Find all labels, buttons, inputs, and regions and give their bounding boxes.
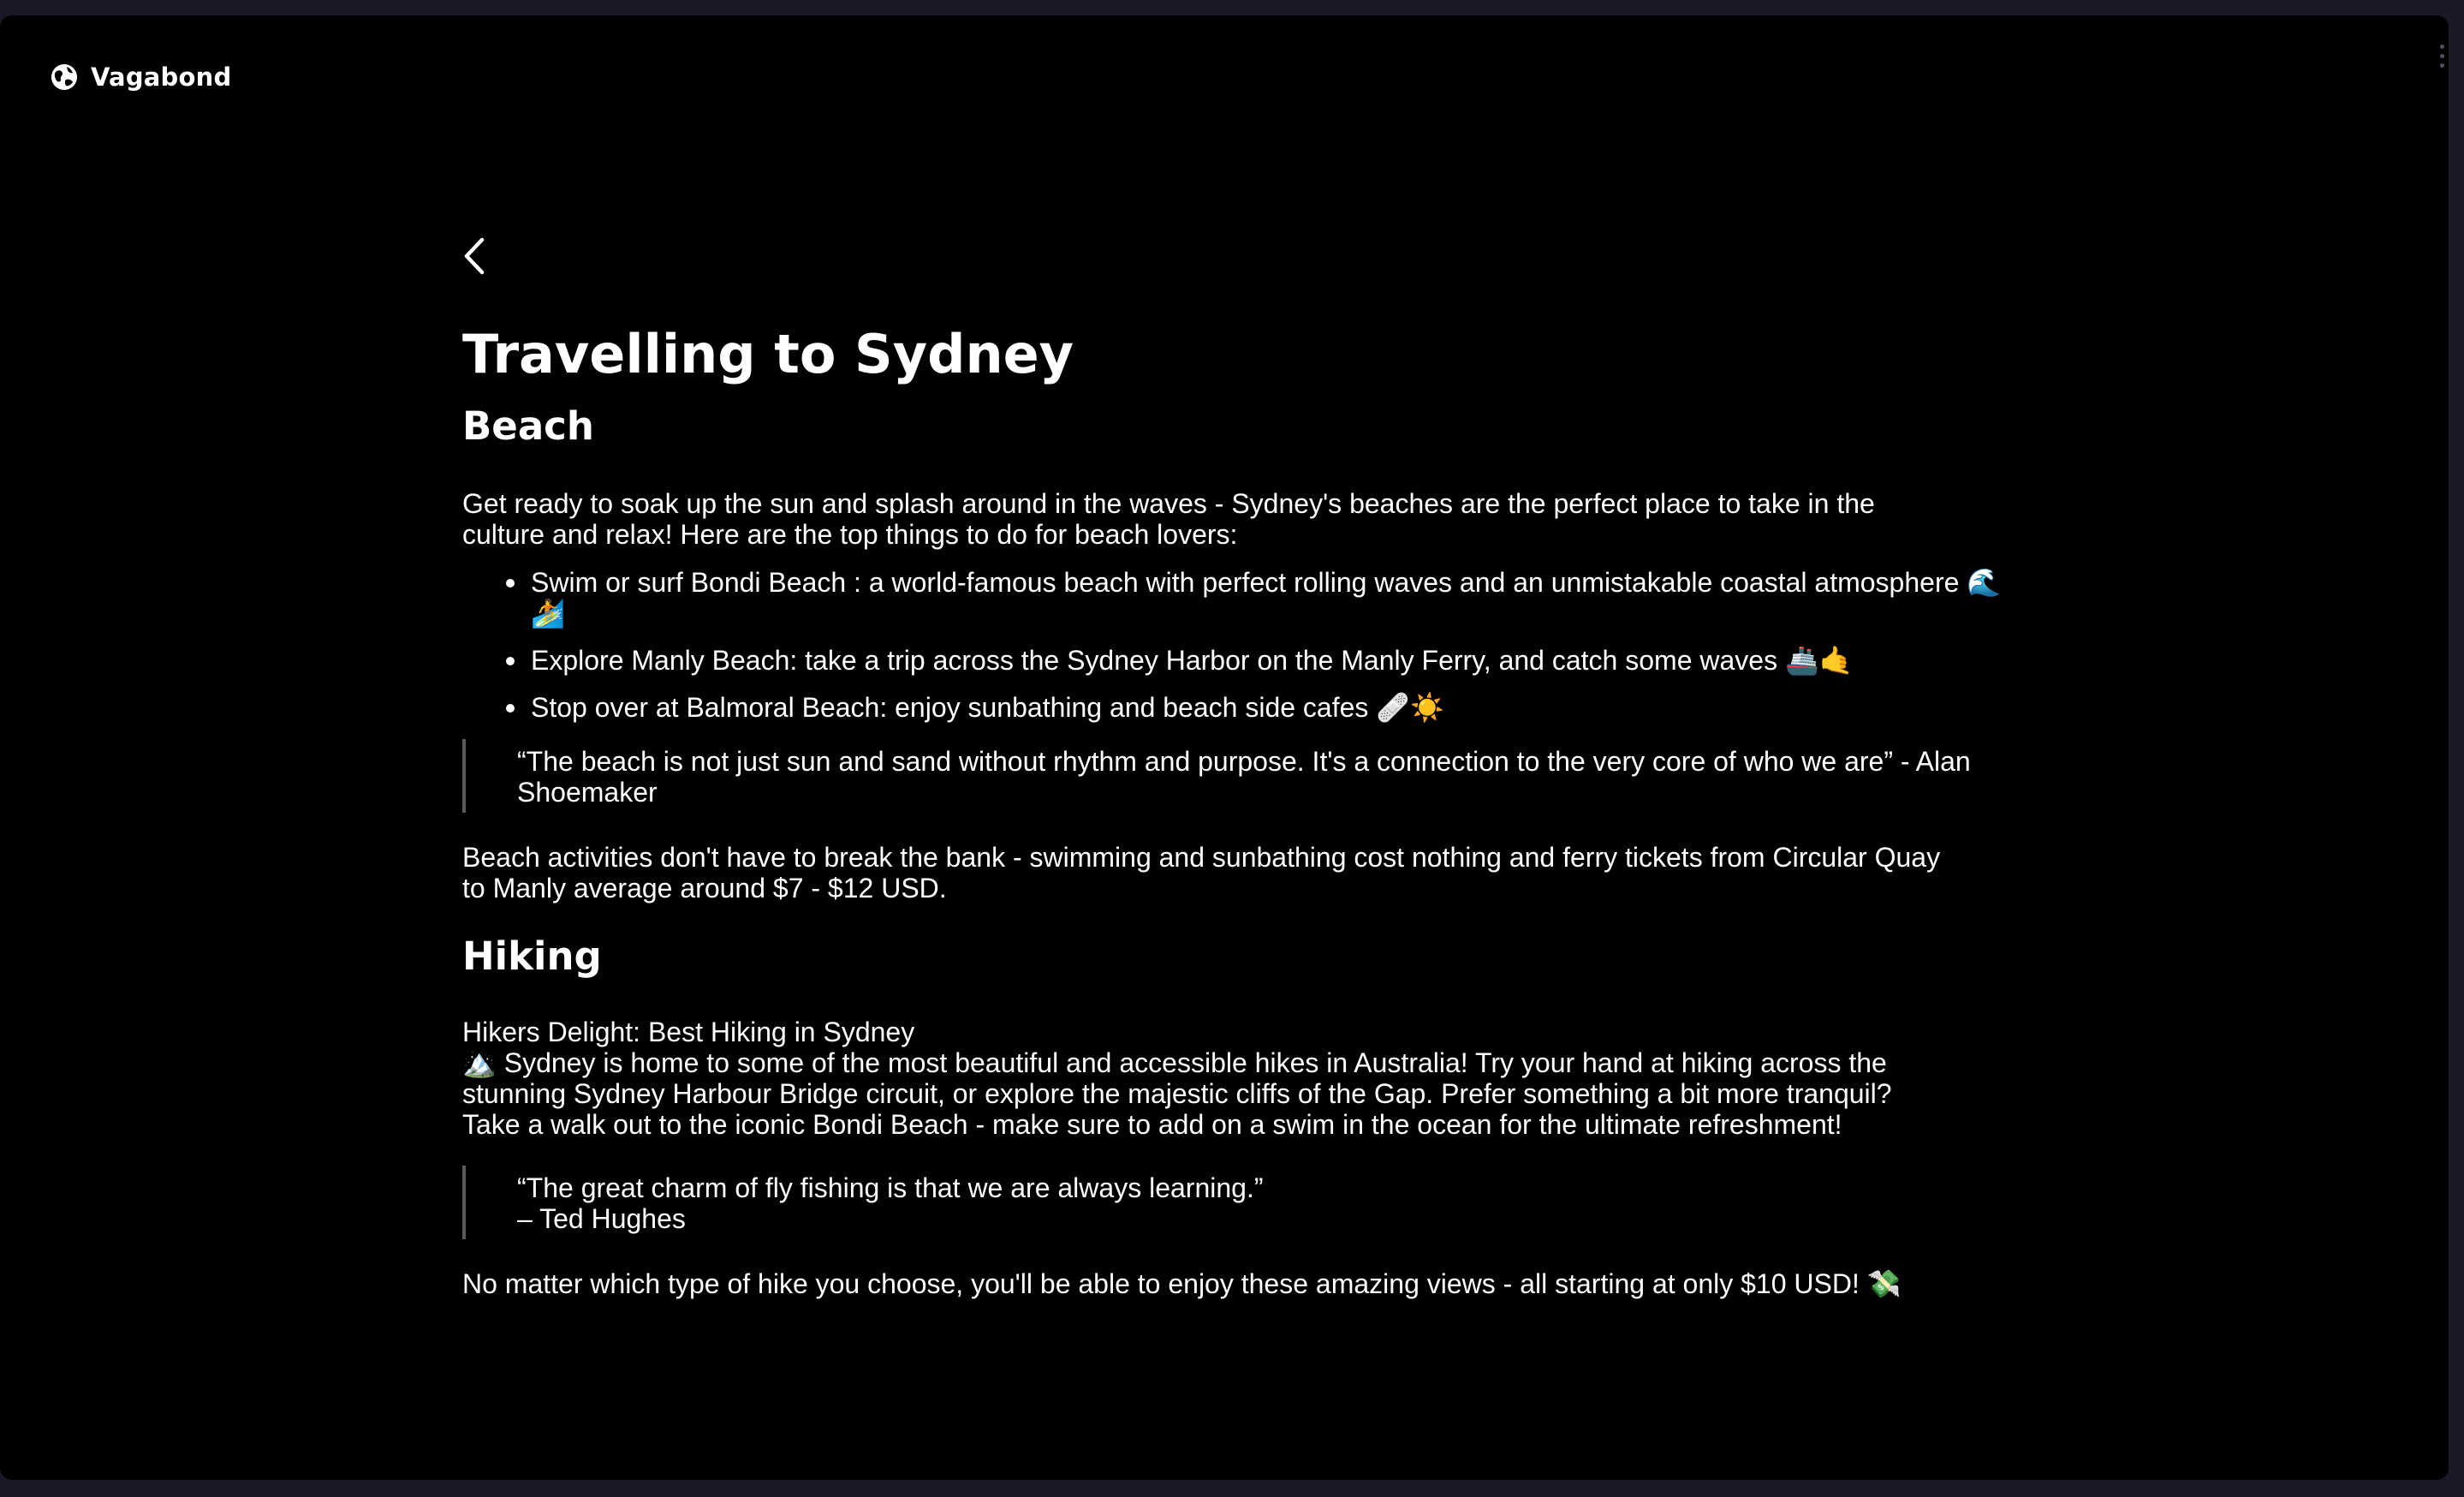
globe-icon [50, 63, 79, 92]
hiking-body: 🏔️ Sydney is home to some of the most beautiful and accessible hikes in Australia! Try your hand at hiking across the stunning Sydney Harbour Bridge circuit, or explore the majestic cliffs of the Gap. Prefer something a bit more tranquil? Take a walk out to the iconic Bondi Beach - make sure to add on a swim in the ocean for the ultimate refreshment! [462, 1047, 1892, 1140]
beach-outro: Beach activities don't have to break the bank - swimming and sunbathing cost nothing and ferry tickets from Circular Quay to Manly average around $7 - $12 USD. [462, 842, 1941, 904]
quote-author: – Ted Hughes [517, 1203, 686, 1234]
section-heading-hiking: Hiking [462, 933, 602, 979]
hiking-outro: No matter which type of hike you choose, you'll be able to enjoy these amazing views - all starting at only $10 USD! 💸 [462, 1268, 1902, 1299]
quote-text: “The great charm of fly fishing is that we are always learning.” [517, 1172, 1264, 1203]
beach-quote: “The beach is not just sun and sand without rhythm and purpose. It's a connection to the very core of who we are” - Alan Shoemaker [462, 739, 2003, 813]
hiking-subtitle: Hikers Delight: Best Hiking in Sydney [462, 1017, 915, 1047]
article [462, 320, 2003, 1299]
brand-name: Vagabond [91, 63, 232, 92]
hiking-quote [462, 1166, 2003, 1239]
window-grip[interactable] [2440, 45, 2447, 68]
brand[interactable] [50, 63, 231, 92]
list-item: Stop over at Balmoral Beach: enjoy sunbathing and beach side cafes 🩹☀️ [531, 692, 2003, 723]
chevron-left-icon [463, 236, 485, 279]
grip-dot [2440, 45, 2444, 49]
list-item: Explore Manly Beach: take a trip across the Sydney Harbor on the Manly Ferry, and catch some waves 🚢🤙 [531, 645, 2003, 676]
grip-dot [2440, 63, 2444, 68]
page-title: Travelling to Sydney [462, 323, 1074, 385]
beach-intro: Get ready to soak up the sun and splash around in the waves - Sydney's beaches are the perfect place to take in the culture and relax! Here are the top things to do for beach lovers: [462, 488, 1875, 550]
list-item: Swim or surf Bondi Beach : a world-famous beach with perfect rolling waves and an unmistakable coastal atmosphere 🌊🏄 [531, 567, 2003, 629]
page-frame [0, 15, 2449, 1480]
back-button[interactable] [457, 236, 491, 279]
grip-dot [2440, 54, 2444, 58]
section-heading-beach: Beach [462, 403, 594, 449]
beach-list [462, 567, 2003, 723]
